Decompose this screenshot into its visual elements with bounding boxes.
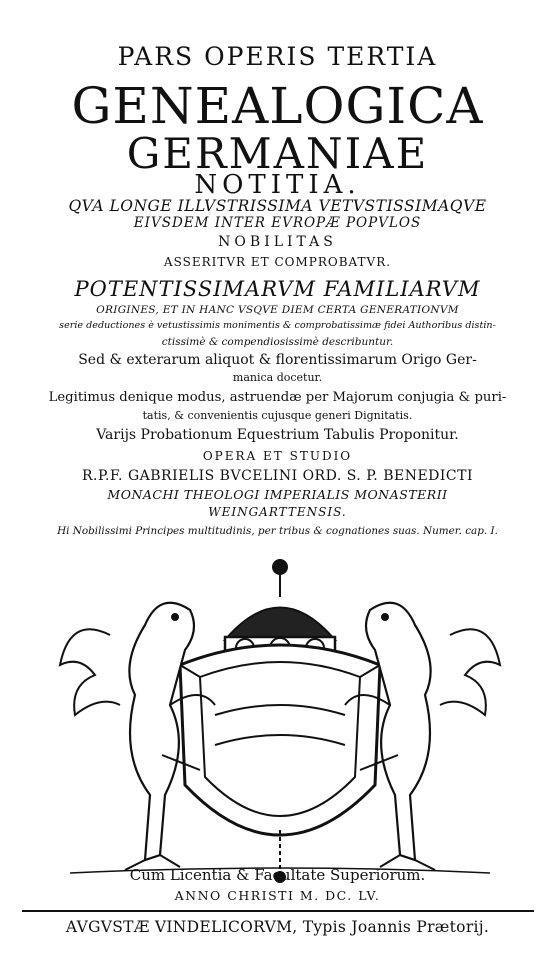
epigraph-line: Hi Nobilissimi Principes multitudinis, per tribus & cognationes suas. Numer. cap. I. <box>57 525 498 537</box>
imprint-year: ANNO CHRISTI M. DC. LV. <box>174 888 381 903</box>
subtitle-line-1: QVA LONGE ILLVSTRISSIMA VETVSTISSIMAQVE <box>68 197 487 215</box>
heading-genealogica: GENEALOGICA <box>71 77 484 135</box>
body-line-varijs: Varijs Probationum Equestrium Tabulis Proponitur. <box>96 427 459 443</box>
author-line-2: MONACHI THEOLOGI IMPERIALIS MONASTERII <box>107 487 448 502</box>
body-line-origines: ORIGINES, ET IN HANC VSQVE DIEM CERTA GENERATIONVM <box>96 304 459 316</box>
heading-germaniae: GERMANIAE <box>126 129 429 178</box>
coat-of-arms-emblem <box>50 555 510 885</box>
body-line-legitimus: Legitimus denique modus, astruendæ per Majorum conjugia & puri- <box>48 390 507 405</box>
body-line-describuntur: ctissimè & compendiosissimè describuntur. <box>161 336 394 348</box>
subtitle-line-2: EIVSDEM INTER EVROPÆ POPVLOS <box>133 215 422 231</box>
body-line-tatis: tatis, & convenientis cujusque generi Dignitatis. <box>142 409 413 422</box>
subtitle-nobilitas: NOBILITAS <box>218 234 337 250</box>
imprint-divider <box>22 910 534 912</box>
author-line-3: WEINGARTTENSIS. <box>208 505 347 519</box>
subtitle-asseritur: ASSERITVR ET COMPROBATVR. <box>163 255 392 269</box>
imprint-place-printer: AVGVSTÆ VINDELICORVM, Typis Joannis Prætorij. <box>65 918 490 936</box>
heading-notitia: NOTITIA. <box>194 170 361 200</box>
imprint-licentia: Cum Licentia & Facultate Superiorum. <box>129 866 426 884</box>
heading-potentissimarum: POTENTISSIMARVM FAMILIARVM <box>74 277 481 301</box>
body-line-serie: serie deductiones è vetustissimis monimentis & comprobatissimæ fidei Authoribus distin- <box>59 320 496 331</box>
heading-pars-operis: PARS OPERIS TERTIA <box>117 42 438 71</box>
author-line-1: R.P.F. GABRIELIS BVCELINI ORD. S. P. BENEDICTI <box>81 468 474 484</box>
body-line-opera: OPERA ET STUDIO <box>202 449 353 463</box>
body-line-manica: manica docetur. <box>232 371 323 384</box>
body-line-sed: Sed & exterarum aliquot & florentissimarum Origo Ger- <box>78 352 477 368</box>
